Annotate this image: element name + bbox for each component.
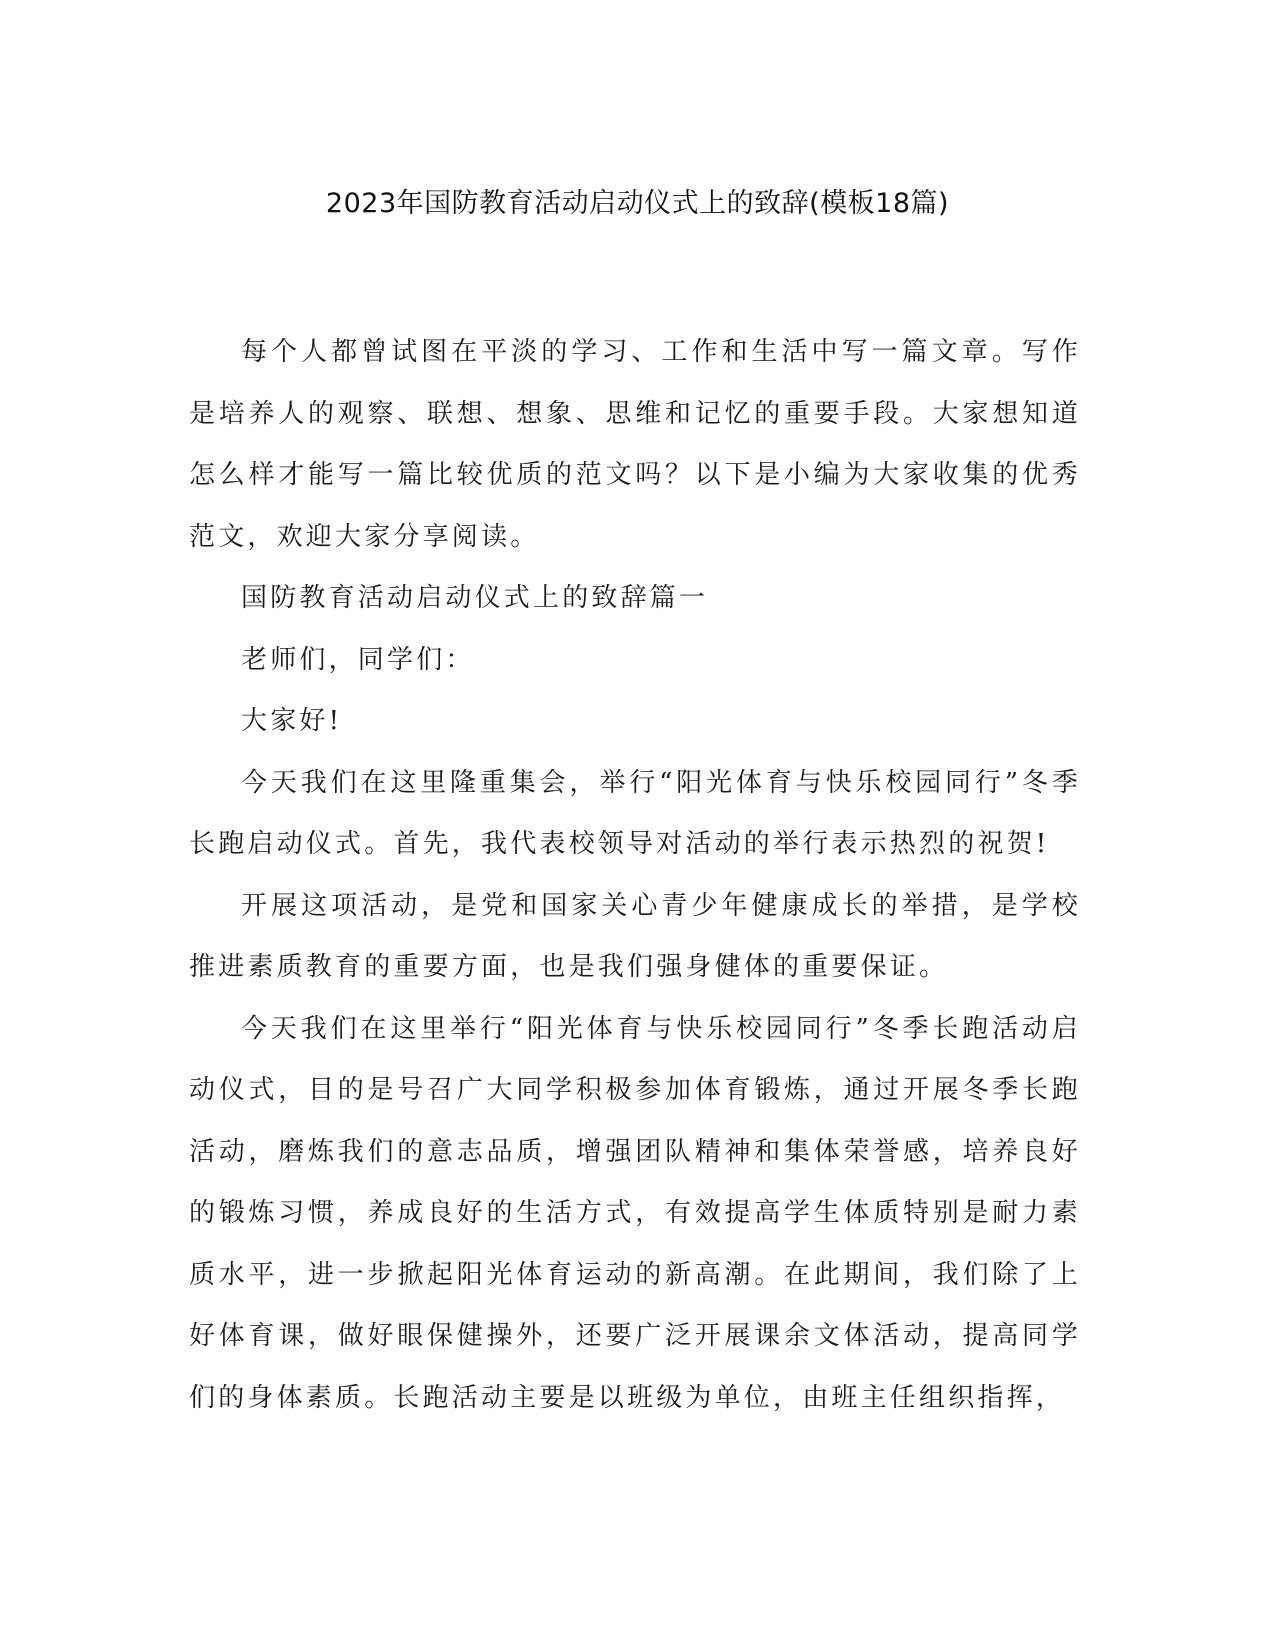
paragraph-salutation: 老师们，同学们： [241, 644, 475, 675]
paragraph-details: 今天我们在这里举行“阳光体育与快乐校园同行”冬季长跑活动启动仪式，目的是号召广大同学积极参加体育锻炼，通过开展冬季长跑活动，磨炼我们的意志品质，增强团队精神和集体荣誉感，培养良好的锻炼习惯，养成良好的生活方式，有效提高学生体质特别是耐力素质水平，进一步掀起阳光体育运动的新高潮。在此期间，我们除了上好体育课，做好眼保健操外，还要广泛开展课余文体活动，提高同学们的身体素质。长跑活动主要是以班级为单位，由班主任组织指挥， [189, 1013, 1081, 1413]
document-title: 2023年国防教育活动启动仪式上的致辞(模板18篇) [325, 188, 950, 219]
paragraph-intro: 每个人都曾试图在平淡的学习、工作和生活中写一篇文章。写作是培养人的观察、联想、想象、思维和记忆的重要手段。大家想知道怎么样才能写一篇比较优质的范文吗？以下是小编为大家收集的优秀范文，欢迎大家分享阅读。 [189, 337, 1081, 552]
document-body [189, 322, 1081, 1429]
paragraph-opening: 今天我们在这里隆重集会，举行“阳光体育与快乐校园同行”冬季长跑启动仪式。首先，我代表校领导对活动的举行表示热烈的祝贺! [189, 767, 1081, 859]
paragraph-greeting: 大家好! [241, 706, 343, 736]
paragraph-purpose: 开展这项活动，是党和国家关心青少年健康成长的举措，是学校推进素质教育的重要方面，也是我们强身健体的重要保证。 [189, 890, 1081, 982]
paragraph-section-heading: 国防教育活动启动仪式上的致辞篇一 [241, 583, 709, 613]
